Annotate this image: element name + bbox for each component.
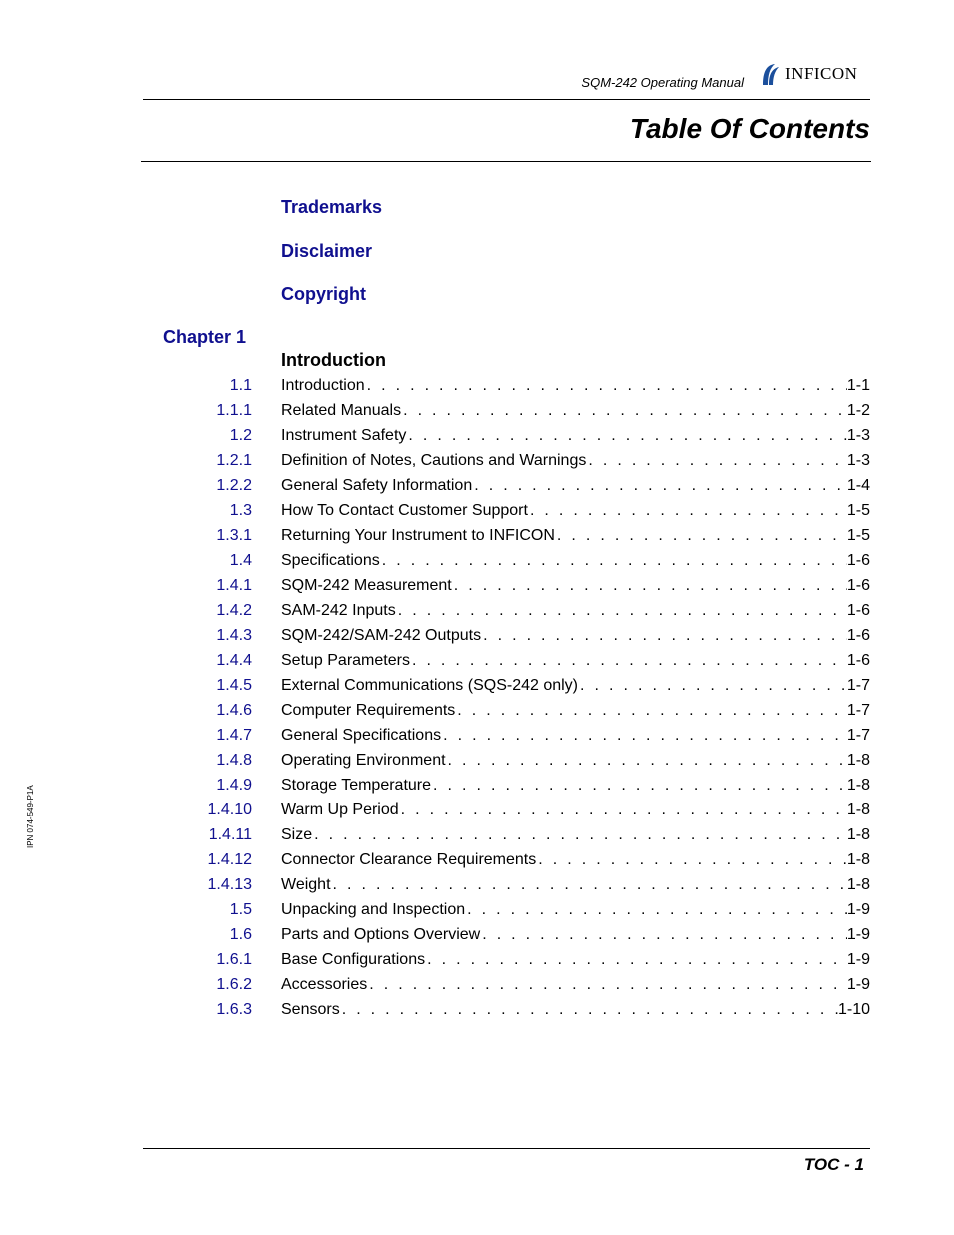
toc-row[interactable] <box>0 973 954 998</box>
page-number[interactable]: 1-6 <box>846 551 870 569</box>
toc-entry[interactable] <box>281 848 870 873</box>
toc-entry[interactable] <box>281 474 870 499</box>
toc-row[interactable] <box>0 774 954 799</box>
toc-entry[interactable] <box>281 574 870 599</box>
section-title[interactable]: Weight <box>281 876 331 894</box>
section-title[interactable]: Size <box>281 826 313 844</box>
section-number[interactable]: 1.4.11 <box>208 826 252 844</box>
section-title[interactable]: Definition of Notes, Cautions and Warnings <box>281 451 587 469</box>
toc-link-disclaimer[interactable]: Disclaimer <box>281 241 373 261</box>
toc-entry[interactable] <box>281 599 870 624</box>
inficon-logo-icon <box>760 61 782 87</box>
toc-entry[interactable] <box>281 873 870 898</box>
dot-leader <box>431 774 847 799</box>
page-number[interactable]: 1-6 <box>846 601 870 619</box>
toc-row[interactable] <box>0 399 954 424</box>
dot-leader <box>331 873 847 898</box>
dot-leader <box>578 674 847 699</box>
toc-row[interactable] <box>0 749 954 774</box>
section-title[interactable]: Parts and Options Overview <box>281 926 481 944</box>
footer-page-label: TOC - 1 <box>803 1155 864 1174</box>
section-title[interactable]: SQM-242/SAM-242 Outputs <box>281 626 482 644</box>
section-title[interactable]: Unpacking and Inspection <box>281 901 466 919</box>
toc-row[interactable] <box>0 848 954 873</box>
page-number[interactable]: 1-5 <box>846 526 870 544</box>
section-number[interactable]: 1.4.13 <box>207 876 252 894</box>
page-number[interactable]: 1-7 <box>846 701 870 719</box>
toc-entry[interactable] <box>281 449 870 474</box>
page-number[interactable]: 1-6 <box>846 651 870 669</box>
section-number[interactable]: 1.4 <box>229 551 252 569</box>
dot-leader <box>586 449 847 474</box>
dot-leader <box>480 923 847 948</box>
section-number[interactable]: 1.2.2 <box>216 476 252 494</box>
page-number[interactable]: 1-8 <box>846 826 870 844</box>
toc-row[interactable] <box>0 574 954 599</box>
page-number[interactable]: 1-5 <box>846 501 870 519</box>
dot-leader <box>396 599 847 624</box>
toc-entry[interactable] <box>281 624 870 649</box>
toc-row[interactable] <box>0 599 954 624</box>
toc-entry[interactable] <box>281 399 870 424</box>
section-title[interactable]: General Specifications <box>281 726 442 744</box>
toc-row[interactable] <box>0 649 954 674</box>
page-number[interactable]: 1-8 <box>846 751 870 769</box>
section-title[interactable]: SAM-242 Inputs <box>281 601 396 619</box>
toc-entry[interactable] <box>281 898 870 923</box>
section-number[interactable]: 1.6.1 <box>216 951 252 969</box>
toc-entry[interactable] <box>281 649 870 674</box>
dot-leader <box>365 374 847 399</box>
toc-row[interactable] <box>0 524 954 549</box>
section-number[interactable]: 1.3.1 <box>216 526 252 544</box>
section-number[interactable]: 1.1.1 <box>216 401 252 419</box>
section-number[interactable]: 1.6.3 <box>216 1001 252 1019</box>
toc-row[interactable] <box>0 724 954 749</box>
section-title[interactable]: Connector Clearance Requirements <box>281 851 537 869</box>
section-number[interactable]: 1.4.3 <box>216 626 252 644</box>
toc-row[interactable] <box>0 699 954 724</box>
page-number[interactable]: 1-2 <box>846 401 870 419</box>
page-number[interactable]: 1-9 <box>846 926 870 944</box>
toc-entry[interactable] <box>281 699 870 724</box>
toc-row[interactable] <box>0 424 954 449</box>
page-number[interactable]: 1-8 <box>846 801 870 819</box>
section-title[interactable]: Accessories <box>281 976 368 994</box>
page-number[interactable]: 1-4 <box>846 476 870 494</box>
dot-leader <box>380 549 847 574</box>
section-title[interactable]: Introduction <box>281 377 365 394</box>
page-number[interactable]: 1-6 <box>846 626 870 644</box>
manual-header-title: SQM-242 Operating Manual <box>581 75 744 90</box>
header-rule <box>143 99 870 100</box>
toc-row[interactable] <box>0 549 954 574</box>
page-number[interactable]: 1-9 <box>846 901 870 919</box>
toc-entry[interactable] <box>281 549 870 574</box>
section-title[interactable]: Setup Parameters <box>281 651 410 669</box>
chapter-label[interactable]: Chapter 1 <box>163 327 247 347</box>
toc-entry[interactable] <box>281 823 870 848</box>
toc-row[interactable] <box>0 798 954 823</box>
toc-entry[interactable] <box>281 724 870 749</box>
toc-row[interactable] <box>0 898 954 923</box>
section-number[interactable]: 1.4.12 <box>207 851 252 869</box>
toc-row[interactable] <box>0 624 954 649</box>
footer-rule <box>143 1148 870 1149</box>
section-title[interactable]: Returning Your Instrument to INFICON <box>281 526 555 544</box>
section-title[interactable]: Base Configurations <box>281 951 426 969</box>
dot-leader <box>410 649 847 674</box>
page-number[interactable]: 1-3 <box>846 426 870 444</box>
section-title[interactable]: Specifications <box>281 551 380 569</box>
toc-row[interactable] <box>0 474 954 499</box>
section-title[interactable]: General Safety Information <box>281 476 473 494</box>
toc-entry[interactable] <box>281 374 870 399</box>
document-code: IPN 074-549-P1A <box>26 785 35 848</box>
dot-leader <box>425 948 847 973</box>
toc-row[interactable] <box>0 449 954 474</box>
logo-text: INFICON <box>785 64 858 83</box>
toc-link-trademarks[interactable]: Trademarks <box>281 197 383 217</box>
section-title[interactable]: Instrument Safety <box>281 426 407 444</box>
dot-leader <box>340 998 838 1023</box>
toc-link-copyright[interactable]: Copyright <box>281 284 366 304</box>
dot-leader <box>401 399 847 424</box>
section-number[interactable]: 1.4.2 <box>216 601 252 619</box>
page-number[interactable]: 1-3 <box>846 451 870 469</box>
toc-row[interactable] <box>0 948 954 973</box>
dot-leader <box>441 724 847 749</box>
section-title[interactable]: How To Contact Customer Support <box>281 501 528 519</box>
toc-entry[interactable] <box>281 749 870 774</box>
toc-entry[interactable] <box>281 674 870 699</box>
section-number[interactable]: 1.4.4 <box>216 651 252 669</box>
toc-entry-list <box>0 374 954 1023</box>
dot-leader <box>446 749 847 774</box>
section-number[interactable]: 1.4.6 <box>216 701 252 719</box>
section-title[interactable]: Computer Requirements <box>281 701 456 719</box>
section-number[interactable]: 1.4.9 <box>216 776 252 794</box>
chapter-title: Introduction <box>281 350 386 370</box>
page-number[interactable]: 1-7 <box>846 676 870 694</box>
toc-row[interactable] <box>0 998 954 1023</box>
dot-leader <box>367 973 847 998</box>
inficon-logo <box>760 60 872 88</box>
toc-entry[interactable] <box>281 524 870 549</box>
section-number[interactable]: 1.6 <box>229 926 252 944</box>
dot-leader <box>555 524 847 549</box>
dot-leader <box>536 848 847 873</box>
toc-row[interactable] <box>0 499 954 524</box>
section-title[interactable]: Related Manuals <box>281 401 402 419</box>
section-title[interactable]: Sensors <box>281 1001 340 1019</box>
section-number[interactable]: 1.4.7 <box>216 726 252 744</box>
toc-row[interactable] <box>0 823 954 848</box>
page-number[interactable]: 1-1 <box>846 377 870 394</box>
toc-entry[interactable] <box>281 998 870 1023</box>
dot-leader <box>399 798 847 823</box>
title-rule <box>141 161 871 162</box>
section-number[interactable]: 1.5 <box>229 901 252 919</box>
toc-row[interactable] <box>0 923 954 948</box>
section-title[interactable]: Warm Up Period <box>281 801 399 819</box>
toc-row[interactable] <box>0 674 954 699</box>
toc-row[interactable] <box>0 374 954 399</box>
dot-leader <box>406 424 846 449</box>
dot-leader <box>528 499 847 524</box>
section-number[interactable]: 1.4.5 <box>216 676 252 694</box>
section-title[interactable]: Operating Environment <box>281 751 446 769</box>
section-number[interactable]: 1.2.1 <box>216 451 252 469</box>
section-number[interactable]: 1.3 <box>229 501 252 519</box>
section-number[interactable]: 1.6.2 <box>216 976 252 994</box>
page-number[interactable]: 1-9 <box>846 951 870 969</box>
page-number[interactable]: 1-8 <box>846 776 870 794</box>
section-number[interactable]: 1.4.10 <box>207 801 252 819</box>
page-title: Table Of Contents <box>629 113 870 144</box>
section-number[interactable]: 1.4.8 <box>216 751 252 769</box>
dot-leader <box>465 898 847 923</box>
dot-leader <box>472 474 847 499</box>
toc-entry[interactable] <box>281 948 870 973</box>
toc-entry[interactable] <box>281 973 870 998</box>
section-title[interactable]: Storage Temperature <box>281 776 432 794</box>
page-number[interactable]: 1-6 <box>846 576 870 594</box>
section-title[interactable]: External Communications (SQS-242 only) <box>281 676 579 694</box>
toc-entry[interactable] <box>281 774 870 799</box>
dot-leader <box>481 624 847 649</box>
page-number[interactable]: 1-8 <box>846 876 870 894</box>
toc-entry[interactable] <box>281 424 870 449</box>
dot-leader <box>312 823 847 848</box>
dot-leader <box>455 699 847 724</box>
dot-leader <box>452 574 847 599</box>
page-number[interactable]: 1-8 <box>846 851 870 869</box>
toc-row[interactable] <box>0 873 954 898</box>
section-number[interactable]: 1.2 <box>229 426 252 444</box>
toc-entry[interactable] <box>281 923 870 948</box>
toc-entry[interactable] <box>281 499 870 524</box>
page-number[interactable]: 1-7 <box>846 726 870 744</box>
page-number[interactable]: 1-9 <box>846 976 870 994</box>
section-title[interactable]: SQM-242 Measurement <box>281 576 452 594</box>
section-number[interactable]: 1.4.1 <box>216 576 252 594</box>
section-number[interactable]: 1.1 <box>229 377 252 394</box>
toc-entry[interactable] <box>281 798 870 823</box>
page-number[interactable]: 1-10 <box>837 1001 870 1019</box>
